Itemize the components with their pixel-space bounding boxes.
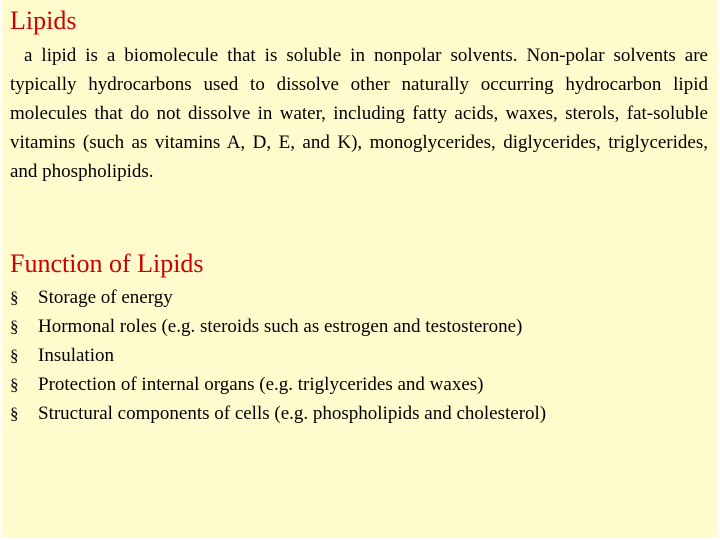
slide	[2, 0, 718, 538]
bullet-icon: §	[10, 404, 19, 423]
functions-list	[10, 283, 546, 428]
bullet-icon: §	[10, 346, 19, 365]
slide-title: Lipids	[10, 6, 77, 35]
bullet-icon: §	[10, 317, 19, 336]
list-item-text: Storage of energy	[38, 287, 173, 308]
list-item-text: Protection of internal organs (e.g. triglycerides and waxes)	[38, 374, 484, 395]
list-item	[10, 283, 546, 312]
list-item-text: Hormonal roles (e.g. steroids such as estrogen and testosterone)	[38, 316, 523, 337]
lipid-definition-paragraph: a lipid is a biomolecule that is soluble in nonpolar solvents. Non-polar solvents are typically hydrocarbons used to dissolve other naturally occurring hydrocarbon lipid molecules that do not dissolve in water, including fatty acids, waxes, sterols, fat-soluble vitamins (such as vitamins A, D, E, and K), monoglycerides, diglycerides, triglycerides, and phospholipids.	[10, 45, 708, 182]
section-heading: Function of Lipids	[10, 249, 204, 278]
list-item	[10, 312, 546, 341]
bullet-icon: §	[10, 375, 19, 394]
list-item-text: Structural components of cells (e.g. phospholipids and cholesterol)	[38, 403, 547, 424]
list-item	[10, 370, 546, 399]
list-item-text: Insulation	[38, 345, 114, 366]
list-item	[10, 341, 546, 370]
list-item	[10, 399, 546, 428]
bullet-icon: §	[10, 288, 19, 307]
